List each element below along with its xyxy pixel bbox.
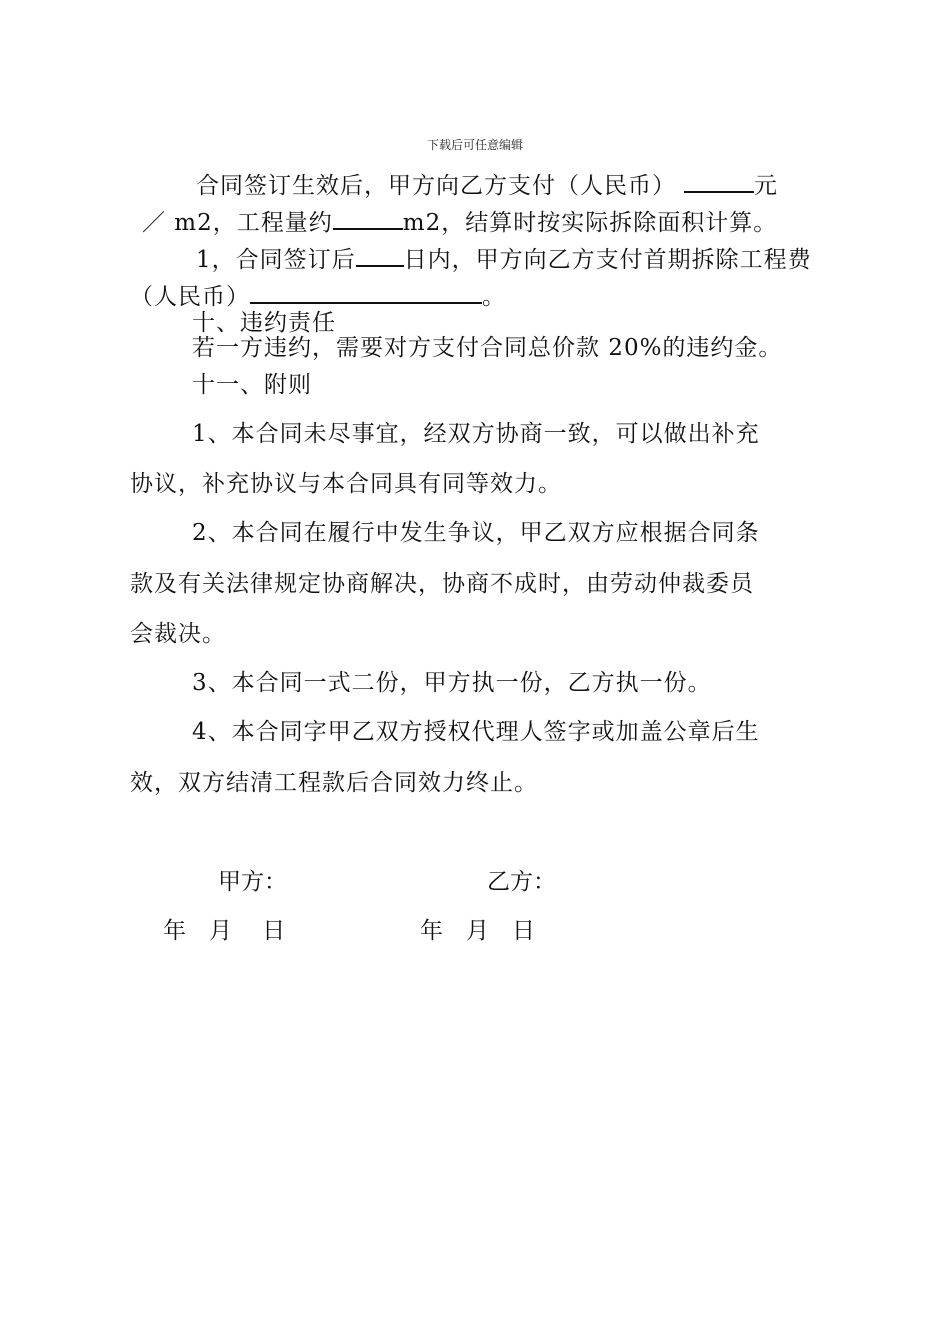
yuan-unit: 元	[754, 173, 778, 199]
first-payment-line-1	[196, 241, 812, 274]
clause-2-line-2: 款及有关法律规定协商解决，协商不成时，由劳动仲裁委员	[130, 571, 754, 597]
payment-line-2	[142, 204, 777, 237]
first-payment-text-b: 日内，甲方向乙方支付首期拆除工程费	[403, 247, 812, 273]
clause-3-line-1: 3、本合同一式二份，甲方执一份，乙方执一份。	[192, 670, 712, 696]
quantity-blank	[333, 206, 403, 230]
unit-price-text: ／ m2，工程量约	[142, 210, 333, 236]
annex-heading: 十一、附则	[192, 372, 312, 398]
period-mark: 。	[482, 284, 506, 310]
clause-1-line-2: 协议，补充协议与本合同具有同等效力。	[130, 471, 562, 497]
clause-4-line-2: 效，双方结清工程款后合同效力终止。	[130, 770, 538, 796]
rmb-label: （人民币）	[130, 284, 250, 310]
breach-text: 若一方违约，需要对方支付合同总价款 20%的违约金。	[192, 335, 783, 361]
party-a-label: 甲方：	[218, 869, 287, 895]
party-a-date: 年 月 日	[163, 918, 286, 944]
breach-heading: 十、违约责任	[192, 310, 336, 336]
clause-2-line-1: 2、本合同在履行中发生争议，甲乙双方应根据合同条	[192, 520, 760, 546]
clause-1-line-1: 1、本合同未尽事宜，经双方协商一致，可以做出补充	[192, 421, 760, 447]
settlement-text: m2，结算时按实际拆除面积计算。	[402, 210, 778, 236]
first-payment-blank	[250, 280, 482, 304]
payment-text: 合同签订生效后，甲方向乙方支付（人民币）	[196, 173, 676, 199]
first-payment-text-a: 1，合同签订后	[196, 247, 356, 273]
party-b-date: 年 月 日	[420, 918, 535, 944]
amount-blank	[684, 169, 754, 193]
clause-4-line-1: 4、本合同字甲乙双方授权代理人签字或加盖公章后生	[192, 719, 760, 745]
party-b-label: 乙方：	[487, 869, 556, 895]
payment-line-1	[196, 167, 778, 200]
download-note: 下载后可任意编辑	[426, 138, 523, 152]
clause-2-line-3: 会裁决。	[130, 621, 226, 647]
days-blank	[356, 243, 404, 267]
